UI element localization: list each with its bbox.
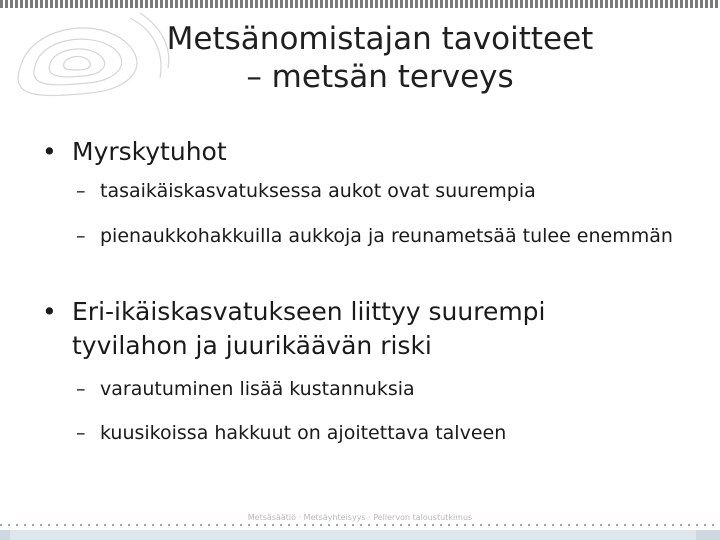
footer-dotted-divider	[0, 524, 720, 526]
sub-bullet-text: varautuminen lisää kustannuksia	[100, 378, 415, 400]
slide-title-line-1: Metsänomistajan tavoitteet	[166, 21, 594, 57]
sub-bullet	[76, 374, 676, 404]
footer-text: Metsäsäätiö · Metsäyhteisyys · Pellervon taloustutkimus	[247, 513, 473, 522]
slide-title	[120, 20, 640, 96]
sub-bullet-text: tasaikäiskasvatuksessa aukot ovat suurempia	[100, 180, 536, 202]
bottom-bar-accent-right	[696, 530, 720, 540]
slide-title-line-2: – metsän terveys	[246, 59, 514, 95]
dash-marker: –	[76, 180, 86, 202]
dash-marker: –	[76, 422, 86, 444]
dash-marker: –	[76, 378, 86, 400]
bullet-text: Eri-ikäiskasvatukseen liittyy suurempi tyvilahon ja juurikäävän riski	[72, 297, 546, 360]
sub-bullet-text: kuusikoissa hakkuut on ajoitettava talveen	[100, 422, 507, 444]
sub-bullet	[76, 221, 676, 251]
sub-bullet	[76, 418, 676, 448]
bullet-text: Myrskytuhot	[72, 137, 227, 166]
top-decorative-stripe	[0, 0, 720, 8]
sub-bullet-text: pienaukkohakkuilla aukkoja ja reunametsää tulee enemmän	[100, 225, 673, 247]
bottom-bar	[0, 530, 720, 540]
bottom-bar-accent-left	[0, 530, 10, 540]
sub-bullet	[76, 176, 676, 206]
bullet-marker: •	[42, 137, 57, 166]
bullet-marker: •	[42, 297, 57, 326]
bullet-eri-ikaiskasvatus	[42, 295, 606, 363]
bullet-myrskytuhot	[42, 135, 686, 169]
dash-marker: –	[76, 225, 86, 247]
